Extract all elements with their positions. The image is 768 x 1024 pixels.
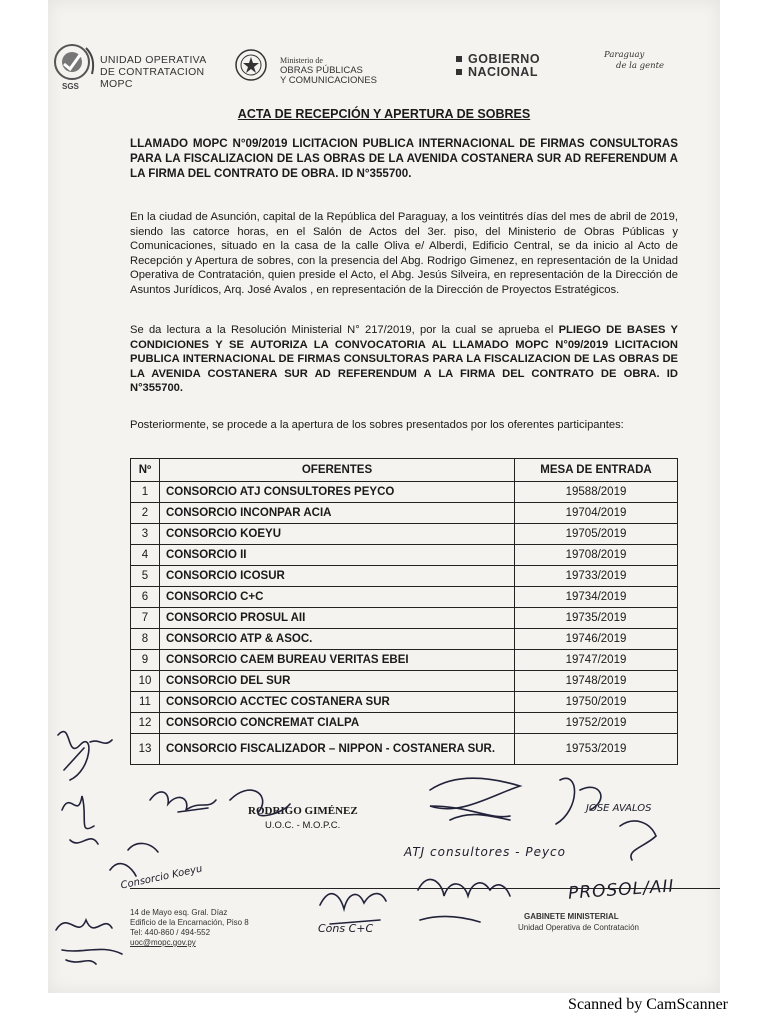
email-text: uoc@mopc.gov.py [130, 938, 196, 947]
square-icon [456, 69, 462, 75]
uoc-line: DE CONTRATACION [100, 66, 205, 78]
cell-number: 8 [131, 629, 160, 650]
square-icon [456, 56, 462, 62]
script-line: Paraguay [604, 50, 645, 60]
paragraph-1: En la ciudad de Asunción, capital de la República del Paraguay, a los veintitrés días del mes de abril de 2019, siendo las catorce horas, en el Salón de Actos del 3er. piso, del Ministerio de Obras Públicas y Comunicaciones, situado en la casa de la calle Oliva e/ Alberdi, Edificio Central, se da inicio al Acto de Recepción y Apertura de sobres, con la presencia del Abg. Rodrigo Gimenez, en representación de la Unidad Operativa de Contratación, quien preside el Acto, el Abg. Jesús Silveira, en representación de la Dirección de Asuntos Jurídicos, Arq. José Avalos , en representación de la Dirección de Proyectos Estratégicos. [130, 211, 678, 296]
footer-address [130, 908, 249, 948]
paragraph-2-bold: PLIEGO DE BASES Y CONDICIONES Y SE AUTORIZA LA CONVOCATORIA AL LLAMADO MOPC N°09/2019 LICITACION PUBLICA INTERNACIONAL DE FIRMAS CONSULTORAS PARA LA FISCALIZACION DE LAS OBRAS DE LA AVENIDA COSTANERA SUR AD REFERENDUM A LA FIRMA DEL CONTRATO DE OBRA. ID N°355700. [130, 324, 678, 394]
cell-number: 5 [131, 566, 160, 587]
gabinete-ministerial: GABINETE MINISTERIAL [524, 912, 619, 921]
official-name: RODRIGO GIMÉNEZ [248, 805, 358, 817]
handwritten-koeyu: Consorcio Koeyu [119, 863, 204, 892]
cell-number: 4 [131, 545, 160, 566]
ministry-line: OBRAS PÚBLICAS [280, 65, 363, 76]
ministry-name [280, 56, 377, 86]
intro-paragraph: LLAMADO MOPC N°09/2019 LICITACION PUBLICA INTERNACIONAL DE FIRMAS CONSULTORAS PARA LA FISCALIZACION DE LAS OBRAS DE LA AVENIDA COSTANERA SUR AD REFERENDUM A LA FIRMA DEL CONTRATO DE OBRA. ID N°355700. [130, 137, 678, 180]
cell-oferente: CONSORCIO KOEYU [160, 524, 515, 545]
cell-mesa: 19733/2019 [515, 566, 678, 587]
letterhead [48, 40, 720, 100]
cell-mesa: 19734/2019 [515, 587, 678, 608]
table-row [131, 629, 678, 650]
cell-mesa: 19748/2019 [515, 671, 678, 692]
cell-oferente: CONSORCIO DEL SUR [160, 671, 515, 692]
table-row [131, 587, 678, 608]
uoc-line: UNIDAD OPERATIVA [100, 54, 207, 66]
sgs-label: SGS [62, 82, 79, 91]
paragraph-2-normal: Se da lectura a la Resolución Ministerial N° 217/2019, por la cual se aprueba el [130, 324, 559, 336]
table-row [131, 692, 678, 713]
cell-oferente: CONSORCIO C+C [160, 587, 515, 608]
cell-oferente: CONSORCIO ATP & ASOC. [160, 629, 515, 650]
table-row [131, 608, 678, 629]
table-row [131, 524, 678, 545]
ministry-line: Y COMUNICACIONES [280, 75, 377, 86]
cell-oferente: CONSORCIO CAEM BUREAU VERITAS EBEI [160, 650, 515, 671]
cell-mesa: 19704/2019 [515, 503, 678, 524]
address-line: 14 de Mayo esq. Gral. Díaz [130, 908, 228, 917]
gobierno-line: NACIONAL [468, 65, 538, 79]
table-row [131, 566, 678, 587]
col-header-mesa: MESA DE ENTRADA [515, 459, 678, 482]
cell-number: 13 [131, 734, 160, 765]
col-header-number: Nº [131, 459, 160, 482]
cell-mesa: 19746/2019 [515, 629, 678, 650]
document-title: ACTA DE RECEPCIÓN Y APERTURA DE SOBRES [237, 107, 531, 121]
gobierno-nacional [456, 53, 540, 79]
address-line: Tel: 440-860 / 494-552 [130, 928, 211, 937]
uoc-letterhead [100, 54, 207, 90]
table-row [131, 671, 678, 692]
ministry-small: Ministerio de [280, 56, 323, 65]
cell-mesa: 19735/2019 [515, 608, 678, 629]
cell-number: 12 [131, 713, 160, 734]
cell-number: 7 [131, 608, 160, 629]
cell-oferente: CONSORCIO PROSUL AII [160, 608, 515, 629]
table-row [131, 482, 678, 503]
official-role: U.O.C. - M.O.P.C. [265, 820, 341, 831]
handwritten-jose-avalos: JOSE AVALOS [586, 803, 652, 814]
cell-number: 6 [131, 587, 160, 608]
paragraph-3: Posteriormente, se procede a la apertura de los sobres presentados por los oferentes participantes: [130, 419, 624, 431]
table-row [131, 734, 678, 765]
bidders-table [130, 458, 678, 765]
uoc-footer: Unidad Operativa de Contratación [518, 923, 639, 932]
col-header-oferentes: OFERENTES [160, 459, 515, 482]
cell-number: 9 [131, 650, 160, 671]
script-line: de la gente [616, 61, 665, 71]
footer-divider [130, 888, 720, 889]
cell-number: 2 [131, 503, 160, 524]
cell-oferente: CONSORCIO ICOSUR [160, 566, 515, 587]
table-header-row [131, 459, 678, 482]
cell-mesa: 19752/2019 [515, 713, 678, 734]
handwritten-atj: ATJ consultores - Peyco [404, 845, 566, 859]
cell-mesa: 19747/2019 [515, 650, 678, 671]
cell-number: 10 [131, 671, 160, 692]
mopc-seal-logo [234, 48, 268, 82]
cell-oferente: CONSORCIO CONCREMAT CIALPA [160, 713, 515, 734]
cell-mesa: 19705/2019 [515, 524, 678, 545]
handwritten-cons-cc: Cons C+C [318, 922, 374, 935]
cell-number: 11 [131, 692, 160, 713]
paragraph-2 [130, 323, 678, 396]
cell-mesa: 19750/2019 [515, 692, 678, 713]
cell-mesa: 19753/2019 [515, 734, 678, 765]
cell-oferente: CONSORCIO II [160, 545, 515, 566]
table-row [131, 650, 678, 671]
paraguay-de-la-gente-logo [604, 50, 664, 72]
scanned-document-page [48, 0, 720, 993]
handwritten-prosul: PROSOL/AII [567, 876, 676, 904]
cell-oferente: CONSORCIO ATJ CONSULTORES PEYCO [160, 482, 515, 503]
cell-mesa: 19588/2019 [515, 482, 678, 503]
camscanner-watermark: Scanned by CamScanner [568, 996, 728, 1013]
gobierno-line: GOBIERNO [468, 52, 541, 66]
sgs-certification-logo [52, 40, 98, 92]
address-line: Edificio de la Encarnación, Piso 8 [130, 918, 249, 927]
cell-number: 3 [131, 524, 160, 545]
cell-oferente: CONSORCIO ACCTEC COSTANERA SUR [160, 692, 515, 713]
table-row [131, 545, 678, 566]
cell-oferente: CONSORCIO FISCALIZADOR – NIPPON - COSTANERA SUR. [160, 734, 515, 765]
cell-oferente: CONSORCIO INCONPAR ACIA [160, 503, 515, 524]
table-row [131, 713, 678, 734]
cell-mesa: 19708/2019 [515, 545, 678, 566]
table-row [131, 503, 678, 524]
uoc-line: MOPC [100, 78, 133, 90]
cell-number: 1 [131, 482, 160, 503]
